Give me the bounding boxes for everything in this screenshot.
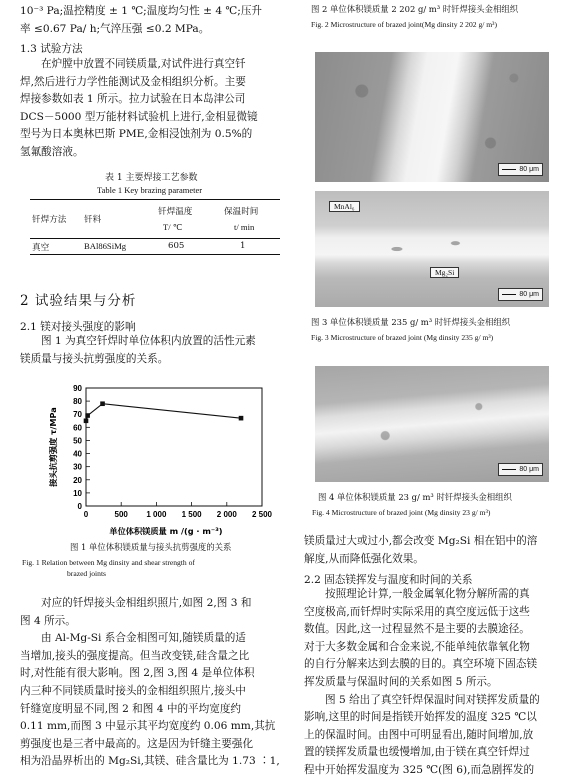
section-2-1-heading: 2.1 镁对接头强度的影响 — [20, 321, 136, 333]
text-line: 钎缝宽度明显不同,图 2 和图 4 中的平均宽度约 — [20, 702, 242, 715]
series-line — [86, 404, 241, 421]
scale-bar: 80 μm — [498, 288, 543, 301]
text-line: 型号为日本奥林巴斯 PME,金相浸蚀剂为 0.5%的 — [20, 128, 253, 141]
figure-1-caption-cn: 图 1 单位体积镁质量与接头抗剪强度的关系 — [70, 542, 232, 552]
figure-4-caption-cn: 图 4 单位体积镁质量 23 g/ m³ 时钎焊接头金相组织 — [318, 492, 512, 502]
figure-3-caption-en: Fig. 3 Microstructure of brazed joint (Mg dinsity 235 g/ m³) — [311, 333, 494, 342]
table-header: 钎焊方法 — [32, 215, 67, 225]
text-line: 镁质量过大或过小,都会改变 Mg₂Si 相在铝中的溶 — [304, 535, 538, 547]
table-cell: 真空 — [32, 243, 50, 253]
section-2-1-paragraph — [20, 333, 282, 368]
table-1-title-en: Table 1 Key brazing parameter — [97, 185, 203, 195]
y-tick-label: 80 — [73, 397, 82, 407]
section-2-2-heading: 2.2 固态镁挥发与温度和时间的关系 — [304, 574, 473, 586]
text-line: 上的保温时间。由图中可明显看出,随时间增加,放 — [304, 728, 534, 741]
caption-line: Fig. 1 Relation between Mg dinsity and shear strength of — [22, 558, 195, 567]
figure-3-micrograph — [315, 191, 549, 307]
text-line: 0.11 mm,而图 3 中显示其平均宽度约 0.06 mm,其抗 — [20, 720, 276, 733]
section-1-3-paragraph — [20, 56, 282, 162]
figure-4-micrograph — [315, 366, 549, 482]
data-point — [100, 401, 105, 406]
scale-bar: 80 μm — [498, 163, 543, 176]
y-tick-label: 90 — [73, 384, 82, 393]
x-axis-label: 单位体积镁质量 m /(g · m⁻³) — [109, 526, 223, 536]
plot-frame — [86, 388, 262, 506]
text-line: 氢氟酸溶液。 — [20, 145, 84, 158]
text-line: 由 Al-Mg-Si 系合金相图可知,随镁质量的适 — [41, 632, 246, 645]
section-2-2-paragraph — [304, 586, 566, 780]
y-axis-label: 接头抗剪强度 τ/MPa — [48, 407, 58, 487]
text-line: 率 ≤0.67 Pa/ h;气淬压强 ≤0.2 MPa。 — [20, 22, 210, 35]
text-line: 置的镁挥发质量也缓慢增加,由于镁在真空钎焊过 — [304, 746, 530, 759]
section-2-1-continued — [20, 595, 282, 771]
figure-2-caption-cn: 图 2 单位体积镁质量 2 202 g/ m³ 时钎焊接头金相组织 — [311, 4, 519, 14]
x-tick-label: 2 000 — [216, 510, 237, 519]
mg2si-label: Mg₂Si — [430, 267, 459, 278]
figure-1-caption-en — [22, 557, 284, 579]
text-line: 剪强度也是三者中最高的。这是因为钎缝主要强化 — [20, 737, 254, 750]
text-line: 对应的钎焊接头金相组织照片,如图 2,图 3 和 — [41, 597, 252, 609]
y-tick-label: 40 — [73, 449, 82, 459]
text-line: 内三种不同镁质量时接头的金相组织照片,接头中 — [20, 684, 246, 697]
text-line: 焊接参数如表 1 所示。拉力试验在日本岛津公司 — [20, 93, 246, 106]
x-tick-label: 0 — [83, 510, 89, 519]
x-tick-label: 500 — [114, 510, 128, 519]
text-line: 时,对性能有很大影响。图 2,图 3,图 4 是单位体积 — [20, 667, 255, 680]
y-tick-label: 10 — [73, 488, 82, 498]
text-line: 在炉膛中放置不同镁质量,对试件进行真空钎 — [41, 58, 246, 70]
y-tick-label: 50 — [73, 436, 82, 446]
figure-2-caption-en: Fig. 2 Microstructure of brazed joint(Mg dinsity 2 202 g/ m³) — [311, 20, 497, 29]
data-point — [85, 413, 90, 418]
y-tick-label: 20 — [73, 475, 82, 485]
text-line: 当增加,接头的强度提高。但当改变镁,硅含量之比 — [20, 649, 250, 662]
table-header: 钎焊温度 — [158, 207, 193, 217]
data-point — [84, 418, 89, 423]
x-tick-label: 1 000 — [146, 510, 167, 519]
table-header: 钎料 — [84, 215, 102, 225]
scale-bar: 80 μm — [498, 463, 543, 476]
text-line: 挥发质量与保温时间的关系如图 5 所示。 — [304, 675, 498, 688]
section-2-1-tail — [304, 533, 566, 568]
data-point — [239, 416, 244, 421]
x-tick-label: 2 500 — [251, 510, 273, 519]
text-line: 对于大多数金属和合金来说,不能单纯依靠氧化物 — [304, 640, 530, 653]
table-unit: t/ min — [234, 222, 255, 232]
y-tick-label: 0 — [77, 502, 82, 511]
mnal6-label: MnAl₆ — [329, 201, 360, 212]
text-line: 影响,这里的时间是指镁开始挥发的温度 325 ℃以 — [304, 711, 537, 724]
table-1-title-cn: 表 1 主要焊接工艺参数 — [105, 173, 198, 183]
text-line: 图 1 为真空钎焊时单位体积内放置的活性元素 — [41, 335, 256, 347]
text-line: 程中开始挥发温度为 325 ℃(图 6),而急剧挥发的 — [304, 763, 535, 776]
table-1 — [30, 199, 280, 255]
caption-line: brazed joints — [67, 569, 107, 578]
text-line: 的自行分解来达到去膜的目的。真空环境下固态镁 — [304, 658, 538, 671]
text-line: 按照理论计算,一般金属氧化物分解所需的真 — [325, 588, 530, 600]
y-tick-label: 70 — [73, 410, 82, 420]
figure-2-micrograph — [315, 52, 549, 182]
table-unit: T/ ℃ — [163, 222, 183, 232]
text-line: 焊,然后进行力学性能测试及金相组织分析。主要 — [20, 75, 246, 88]
intro-paragraph — [20, 3, 282, 38]
table-cell: BAl86SiMg — [84, 241, 127, 251]
text-line: 数值。因此,这一过程显然不是主要的去膜途径。 — [304, 623, 530, 636]
text-line: 图 4 所示。 — [20, 614, 76, 627]
table-row — [30, 239, 280, 254]
table-header: 保温时间 — [224, 207, 259, 217]
y-tick-label: 30 — [73, 462, 82, 472]
text-line: 10⁻³ Pa;温控精度 ± 1 ℃;温度均匀性 ± 4 ℃;压升 — [20, 5, 263, 17]
y-tick-label: 60 — [73, 423, 82, 433]
figure-3-caption-cn: 图 3 单位体积镁质量 235 g/ m³ 时钎焊接头金相组织 — [311, 317, 511, 327]
text-line: 相为沿晶界析出的 Mg₂Si,其镁、硅含量比为 1.73 ∶1, — [20, 755, 280, 768]
text-line: DCS－5000 型万能材料试验机上进行,金相显微镜 — [20, 110, 258, 123]
text-line: 图 5 给出了真空钎焊保温时间对镁挥发质量的 — [325, 693, 540, 706]
table-cell: 1 — [240, 241, 246, 251]
x-tick-label: 1 500 — [181, 510, 202, 519]
figure-4-caption-en: Fig. 4 Microstructure of brazed joint (Mg dinsity 23 g/ m³) — [312, 508, 491, 517]
text-line: 解度,从而降低强化效果。 — [304, 552, 424, 565]
section-2-heading: 2 试验结果与分析 — [20, 293, 137, 309]
text-line: 镁质量与接头抗剪强度的关系。 — [20, 352, 169, 365]
section-1-3-heading: 1.3 试验方法 — [20, 43, 83, 55]
text-line: 空度极高,而钎焊时实际采用的真空度远低于这些 — [304, 605, 530, 618]
figure-1-chart — [14, 378, 284, 548]
table-cell: 605 — [168, 241, 185, 251]
